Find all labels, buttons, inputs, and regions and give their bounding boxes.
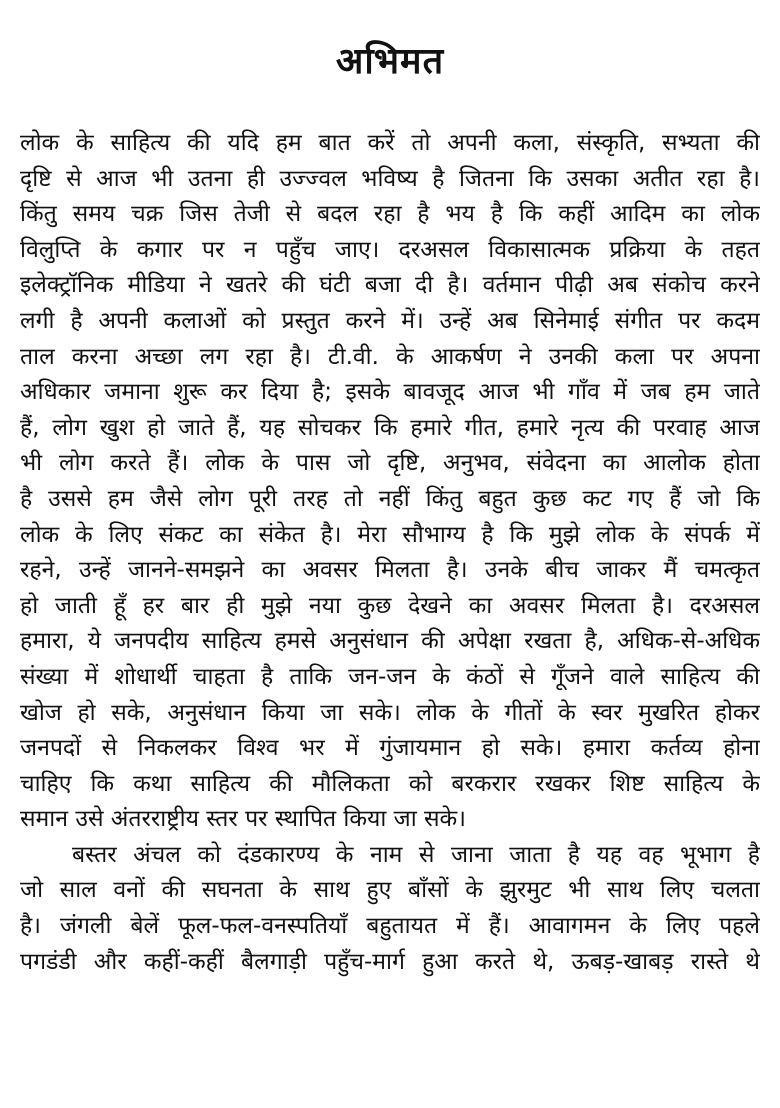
text-line: जनपदों से निकलकर विश्व भर में गुंजायमान हो सके। हमारा कर्तव्य होना: [20, 735, 760, 762]
text-line: समान उसे अंतरराष्ट्रीय स्तर पर स्थापित किया जा सके।: [20, 806, 466, 833]
text-line: लोक के साहित्य की यदि हम बात करें तो अपनी कला, संस्कृति, सभ्यता की: [20, 130, 760, 156]
paragraph-1: [20, 126, 760, 838]
text-line: हैं, लोग खुश हो जाते हैं, यह सोचकर कि हमारे गीत, हमारे नृत्य की परवाह आज: [20, 414, 760, 441]
text-line: चाहिए कि कथा साहित्य की मौलिकता को बरकरार रखकर शिष्ट साहित्य के: [20, 770, 760, 797]
text-line: रहने, उन्हें जानने-समझने का अवसर मिलता है। उनके बीच जाकर मैं चमत्कृत: [20, 557, 760, 584]
text-line: जो साल वनों की सघनता के साथ हुए बाँसों के झुरमुट भी साथ लिए चलता: [20, 877, 760, 904]
text-line: हमारा, ये जनपदीय साहित्य हमसे अनुसंधान की अपेक्षा रखता है, अधिक-से-अधिक: [20, 628, 760, 655]
text-line: है। जंगली बेलें फूल-फल-वनस्पतियाँ बहुतायत में हैं। आवागमन के लिए पहले: [20, 913, 760, 940]
page-title: अभिमत: [335, 41, 445, 82]
text-line: बस्तर अंचल को दंडकारण्य के नाम से जाना जाता है यह वह भूभाग है: [72, 841, 760, 868]
paragraph-2: [20, 838, 760, 980]
text-line: किंतु समय चक्र जिस तेजी से बदल रहा है भय है कि कहीं आदिम का लोक: [20, 201, 760, 228]
text-line: विलुप्ति के कगार पर न पहुँच जाए। दरअसल विकासात्मक प्रक्रिया के तहत: [20, 236, 760, 263]
text-line: है उससे हम जैसे लोग पूरी तरह तो नहीं किंतु बहुत कुछ कट गए हैं जो कि: [20, 485, 760, 512]
text-line: पगडंडी और कहीं-कहीं बैलगाड़ी पहुँच-मार्ग हुआ करते थे, ऊबड़-खाबड़ रास्ते थे: [20, 948, 760, 975]
text-line: लोक के लिए संकट का संकेत है। मेरा सौभाग्य है कि मुझे लोक के संपर्क में: [20, 521, 760, 548]
text-line: इलेक्ट्रॉनिक मीडिया ने खतरे की घंटी बजा दी है। वर्तमान पीढ़ी अब संकोच करने: [20, 272, 760, 299]
text-line: हो जाती हूँ हर बार ही मुझे नया कुछ देखने का अवसर मिलता है। दरअसल: [20, 592, 760, 619]
text-line: लगी है अपनी कलाओं को प्रस्तुत करने में। उन्हें अब सिनेमाई संगीत पर कदम: [20, 307, 760, 334]
text-line: अधिकार जमाना शुरू कर दिया है; इसके बावजूद आज भी गाँव में जब हम जाते: [20, 379, 760, 406]
text-line: संख्या में शोधार्थी चाहता है ताकि जन-जन के कंठों से गूँजने वाले साहित्य की: [20, 663, 760, 690]
text-line: ताल करना अच्छा लग रहा है। टी.वी. के आकर्षण ने उनकी कला पर अपना: [20, 343, 760, 370]
text-line: भी लोग करते हैं। लोक के पास जो दृष्टि, अनुभव, संवेदना का आलोक होता: [20, 450, 760, 477]
text-line: दृष्टि से आज भी उतना ही उज्ज्वल भविष्य है जितना कि उसका अतीत रहा है।: [20, 165, 760, 192]
text-line: खोज हो सके, अनुसंधान किया जा सके। लोक के गीतों के स्वर मुखरित होकर: [20, 699, 760, 726]
